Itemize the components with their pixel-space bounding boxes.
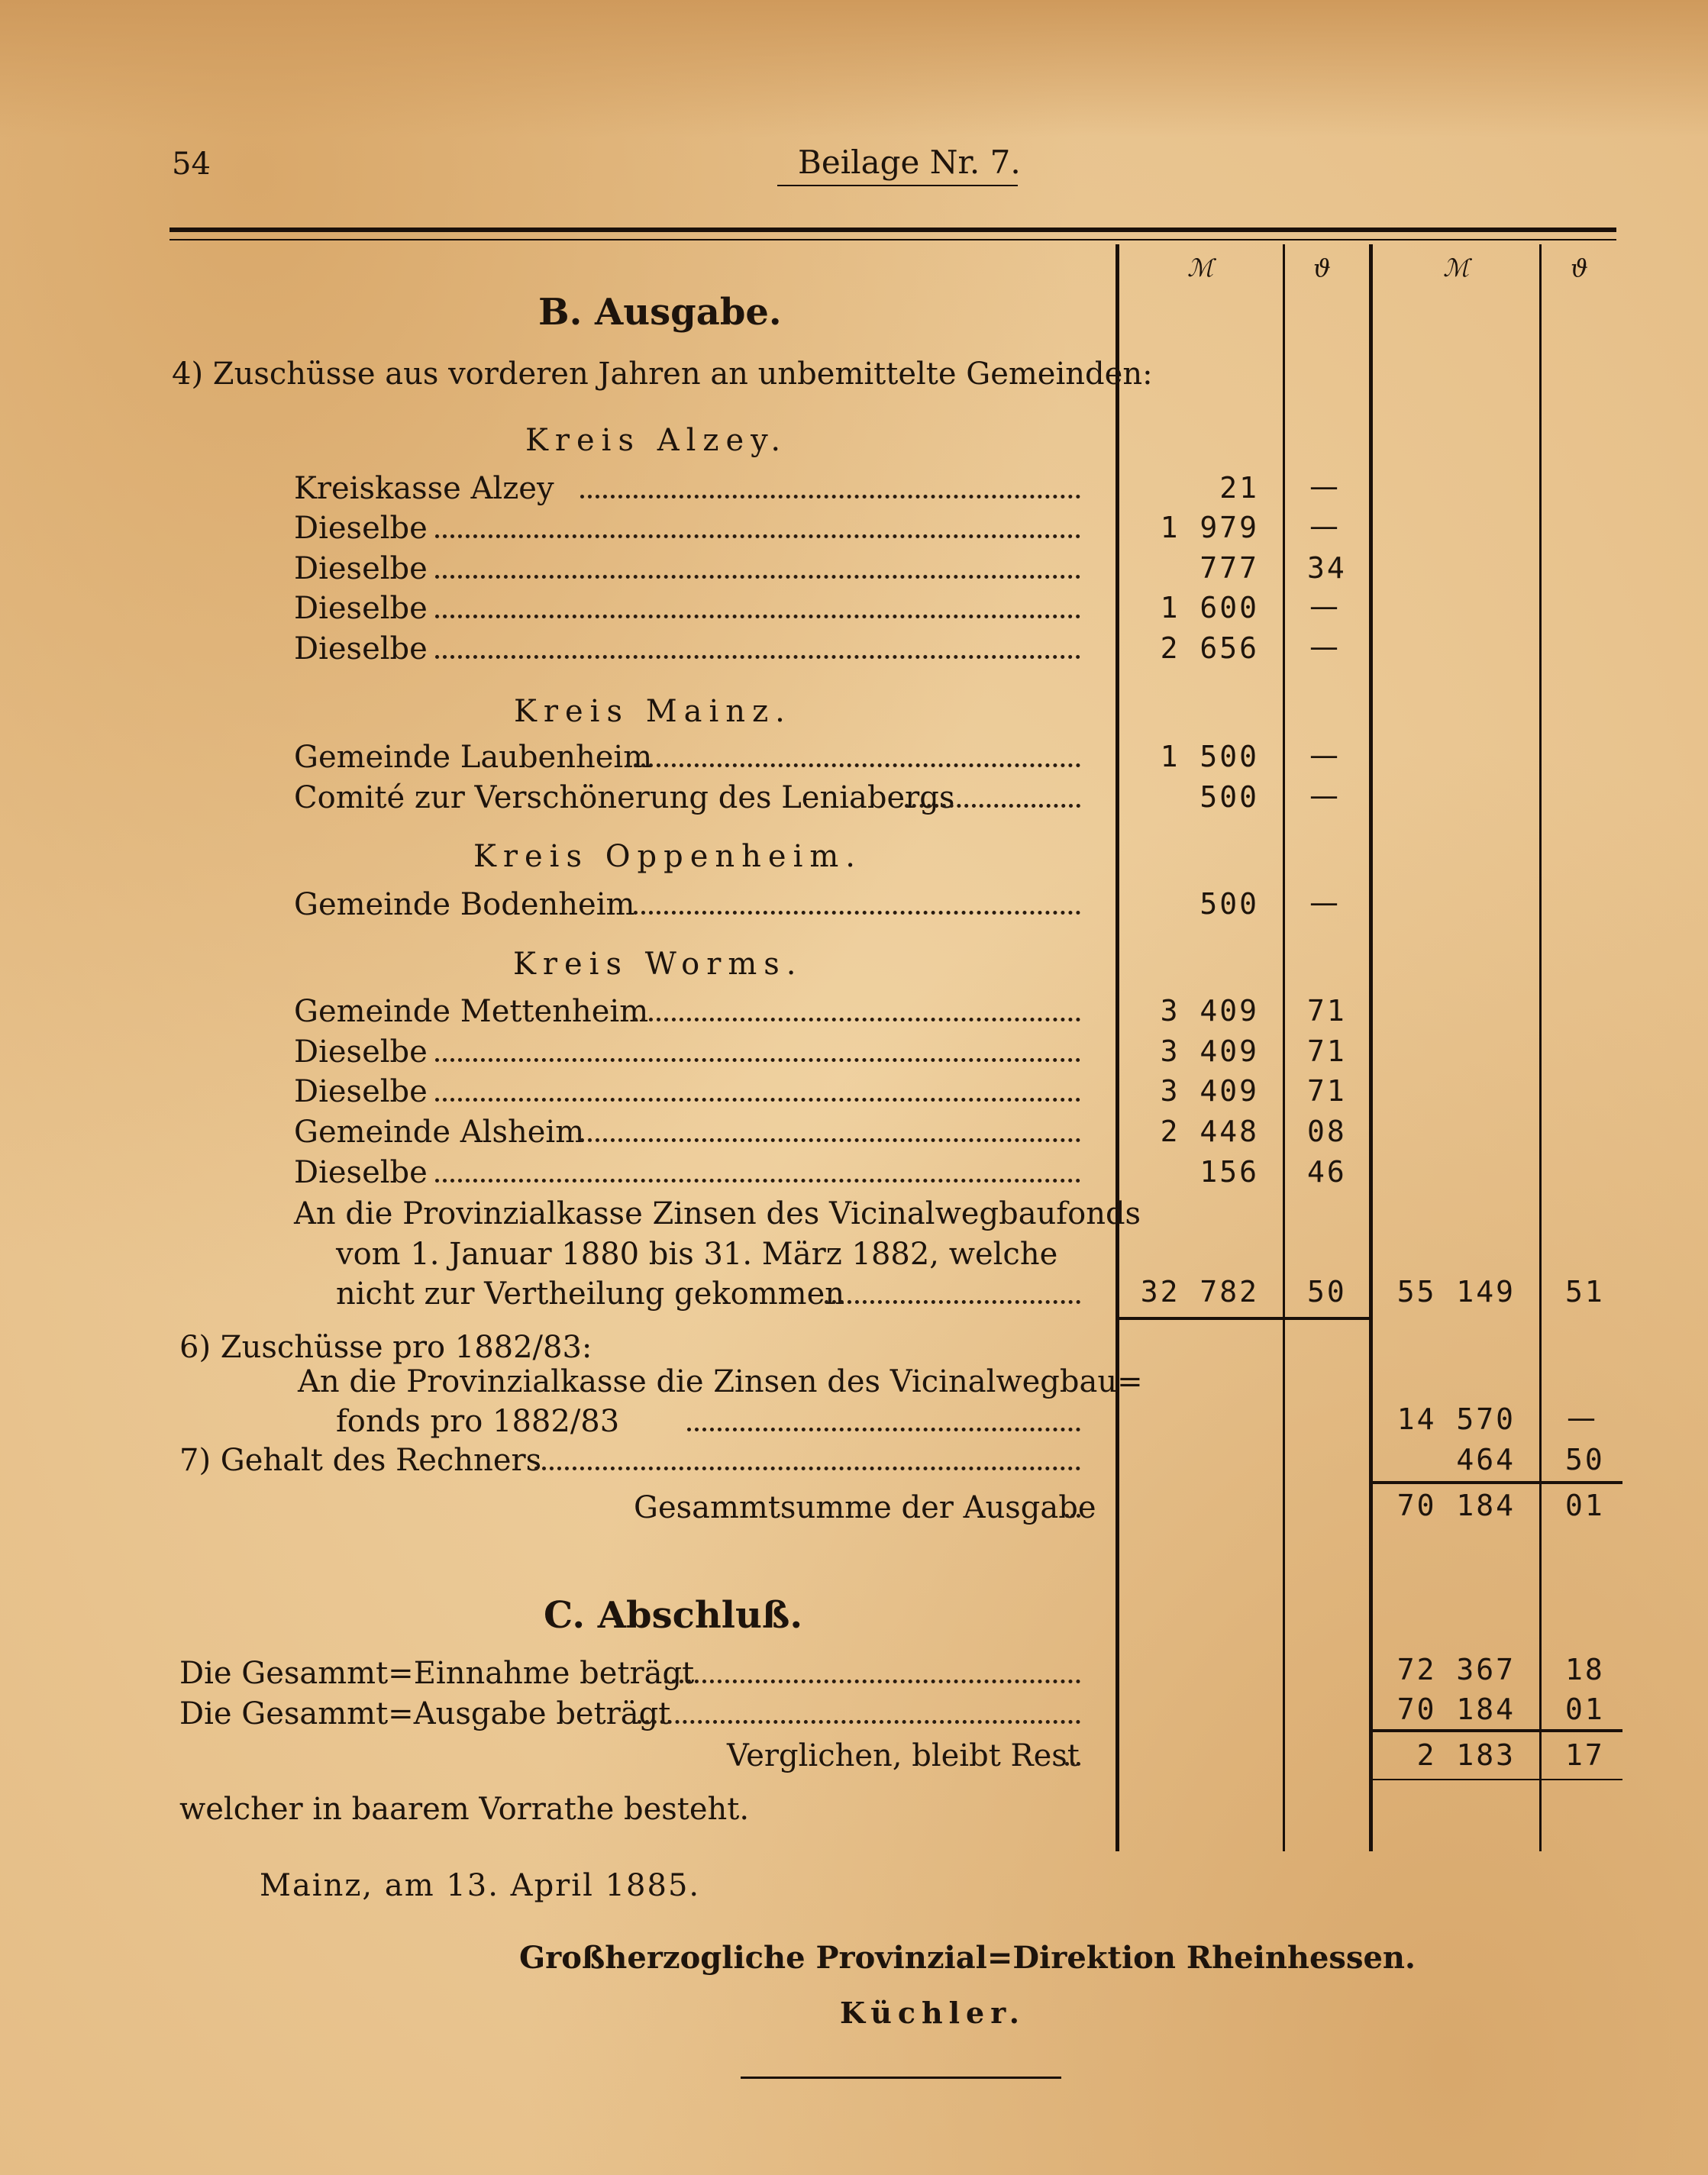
rest-rule — [1371, 1729, 1622, 1732]
prov-line-3: nicht zur Vertheilung gekommen — [336, 1276, 845, 1312]
kreis-worms-heading: Kreis Worms. — [513, 947, 803, 982]
row-mark: 3 409 — [1160, 994, 1259, 1028]
leader-dots — [1065, 1762, 1080, 1766]
page-number: 54 — [172, 147, 211, 182]
section-b-heading: B. Ausgabe. — [538, 291, 782, 334]
total-rule — [1371, 1481, 1622, 1484]
row-pf: 71 — [1307, 994, 1347, 1028]
row-pf: 71 — [1307, 1074, 1347, 1108]
total-label: Gesammtsumme der Ausgabe — [634, 1490, 1096, 1525]
row-mark: 3 409 — [1160, 1034, 1259, 1068]
col-rule-4 — [1539, 244, 1542, 1851]
leader-dots — [580, 495, 1080, 499]
leader-dots — [687, 1428, 1080, 1431]
col-header-mark-2: ℳ — [1443, 253, 1470, 282]
kreis-mainz-heading: Kreis Mainz. — [514, 694, 792, 729]
item-6-heading: 6) Zuschüsse pro 1882/83: — [179, 1330, 592, 1365]
prov-line-1: An die Provinzialkasse Zinsen des Vicinalwegbaufonds — [294, 1196, 1141, 1231]
col-rule-3 — [1369, 244, 1373, 1851]
leader-dots — [534, 1467, 1080, 1470]
sum4-pf: 51 — [1565, 1275, 1605, 1309]
row-label: Gemeinde Bodenheim — [294, 887, 635, 922]
row-mark: 1 500 — [1160, 740, 1259, 773]
leader-dots — [435, 1179, 1080, 1183]
rest-mark: 2 183 — [1416, 1738, 1516, 1772]
item-4-heading: 4) Zuschüsse aus vorderen Jahren an unbemittelte Gemeinden: — [172, 357, 1153, 392]
row-label: Kreiskasse Alzey — [294, 471, 554, 506]
leader-dots — [435, 575, 1080, 579]
row-mark: 3 409 — [1160, 1074, 1259, 1108]
leader-dots — [1065, 1514, 1080, 1518]
leader-dots — [435, 1058, 1080, 1062]
row-mark: 777 — [1199, 551, 1259, 585]
leader-dots — [435, 1098, 1080, 1102]
item-6-mark: 14 570 — [1396, 1402, 1516, 1436]
subtotal-rule — [1117, 1317, 1369, 1320]
einnahme-mark: 72 367 — [1396, 1653, 1516, 1686]
kreis-alzey-heading: Kreis Alzey. — [525, 423, 788, 458]
col-header-pf-2: ϑ — [1571, 253, 1588, 282]
item-7-heading: 7) Gehalt des Rechners — [179, 1443, 542, 1478]
ausgabe-label: Die Gesammt=Ausgabe beträgt — [179, 1696, 671, 1731]
item-7-pf: 50 — [1565, 1443, 1605, 1476]
leader-dots — [825, 1300, 1080, 1304]
col-rule-1 — [1116, 244, 1119, 1851]
row-mark: 1 600 — [1160, 591, 1259, 624]
row-label: Gemeinde Alsheim — [294, 1115, 585, 1150]
row-pf: — — [1309, 589, 1341, 623]
item-6-line-1: An die Provinzialkasse die Zinsen des Vicinalwegbau= — [298, 1364, 1143, 1399]
kreis-oppenheim-heading: Kreis Oppenheim. — [473, 839, 863, 874]
item-6-pf: — — [1567, 1401, 1598, 1434]
col-header-mark-1: ℳ — [1187, 253, 1214, 282]
prov-line-2: vom 1. Januar 1880 bis 31. März 1882, welche — [336, 1237, 1058, 1272]
place-date: Mainz, am 13. April 1885. — [260, 1868, 701, 1903]
row-pf: 34 — [1307, 551, 1347, 585]
ausgabe-mark: 70 184 — [1396, 1693, 1516, 1726]
col-header-pf-1: ϑ — [1313, 253, 1331, 282]
ausgabe-pf: 01 — [1565, 1693, 1605, 1726]
row-mark: 500 — [1199, 780, 1259, 814]
row-pf: 71 — [1307, 1034, 1347, 1068]
leader-dots — [634, 1018, 1080, 1021]
leader-dots — [905, 804, 1080, 808]
section-c-heading: C. Abschluß. — [544, 1594, 803, 1637]
row-mark: 500 — [1199, 887, 1259, 921]
row-pf: — — [1309, 738, 1341, 772]
row-mark: 1 979 — [1160, 511, 1259, 544]
einnahme-pf: 18 — [1565, 1653, 1605, 1686]
leader-dots — [664, 1680, 1080, 1683]
row-pf: — — [1309, 509, 1341, 543]
einnahme-label: Die Gesammt=Einnahme beträgt — [179, 1656, 695, 1691]
row-mark: 2 656 — [1160, 631, 1259, 665]
page-title: Beilage Nr. 7. — [798, 144, 1021, 181]
top-rule-thick — [170, 228, 1616, 232]
title-underline — [777, 185, 1018, 186]
row-label: Dieselbe — [294, 1034, 428, 1070]
row-label: Dieselbe — [294, 1074, 428, 1109]
leader-dots — [580, 1138, 1080, 1142]
leader-dots — [638, 1720, 1080, 1724]
row-label: Dieselbe — [294, 1155, 428, 1190]
prov-pf: 50 — [1307, 1275, 1347, 1309]
row-pf: — — [1309, 779, 1341, 812]
total-mark: 70 184 — [1396, 1489, 1516, 1522]
rest-label: Verglichen, bleibt Rest — [727, 1738, 1080, 1773]
row-mark: 2 448 — [1160, 1115, 1259, 1148]
item-6-line-2: fonds pro 1882/83 — [336, 1404, 620, 1439]
sum4-mark: 55 149 — [1396, 1275, 1516, 1309]
row-pf: 46 — [1307, 1155, 1347, 1189]
leader-dots — [435, 615, 1080, 618]
rest-pf: 17 — [1565, 1738, 1605, 1772]
row-mark: 156 — [1199, 1155, 1259, 1189]
row-label: Comité zur Verschönerung des Leniabergs — [294, 780, 955, 815]
leader-dots — [626, 763, 1080, 767]
top-rule-thin — [170, 239, 1616, 240]
total-pf: 01 — [1565, 1489, 1605, 1522]
prov-mark: 32 782 — [1140, 1275, 1259, 1309]
authority: Großherzogliche Provinzial=Direktion Rheinhessen. — [519, 1940, 1416, 1976]
row-label: Gemeinde Laubenheim — [294, 740, 653, 775]
row-mark: 21 — [1219, 471, 1259, 505]
rest-underline — [1371, 1779, 1622, 1780]
row-label: Dieselbe — [294, 591, 428, 626]
row-pf: — — [1309, 886, 1341, 919]
leader-dots — [435, 655, 1080, 659]
row-label: Dieselbe — [294, 551, 428, 586]
page-edge-stain — [0, 0, 1708, 137]
row-pf: — — [1309, 630, 1341, 663]
row-label: Dieselbe — [294, 511, 428, 546]
leader-dots — [435, 534, 1080, 538]
rest-note: welcher in baarem Vorrathe besteht. — [179, 1792, 750, 1827]
row-pf: — — [1309, 470, 1341, 503]
col-rule-2 — [1283, 244, 1285, 1851]
signature: Küchler. — [840, 1996, 1025, 2030]
leader-dots — [634, 911, 1080, 915]
footer-rule — [741, 2077, 1061, 2079]
item-7-mark: 464 — [1456, 1443, 1516, 1476]
row-label: Dieselbe — [294, 631, 428, 666]
row-pf: 08 — [1307, 1115, 1347, 1148]
row-label: Gemeinde Mettenheim — [294, 994, 649, 1029]
